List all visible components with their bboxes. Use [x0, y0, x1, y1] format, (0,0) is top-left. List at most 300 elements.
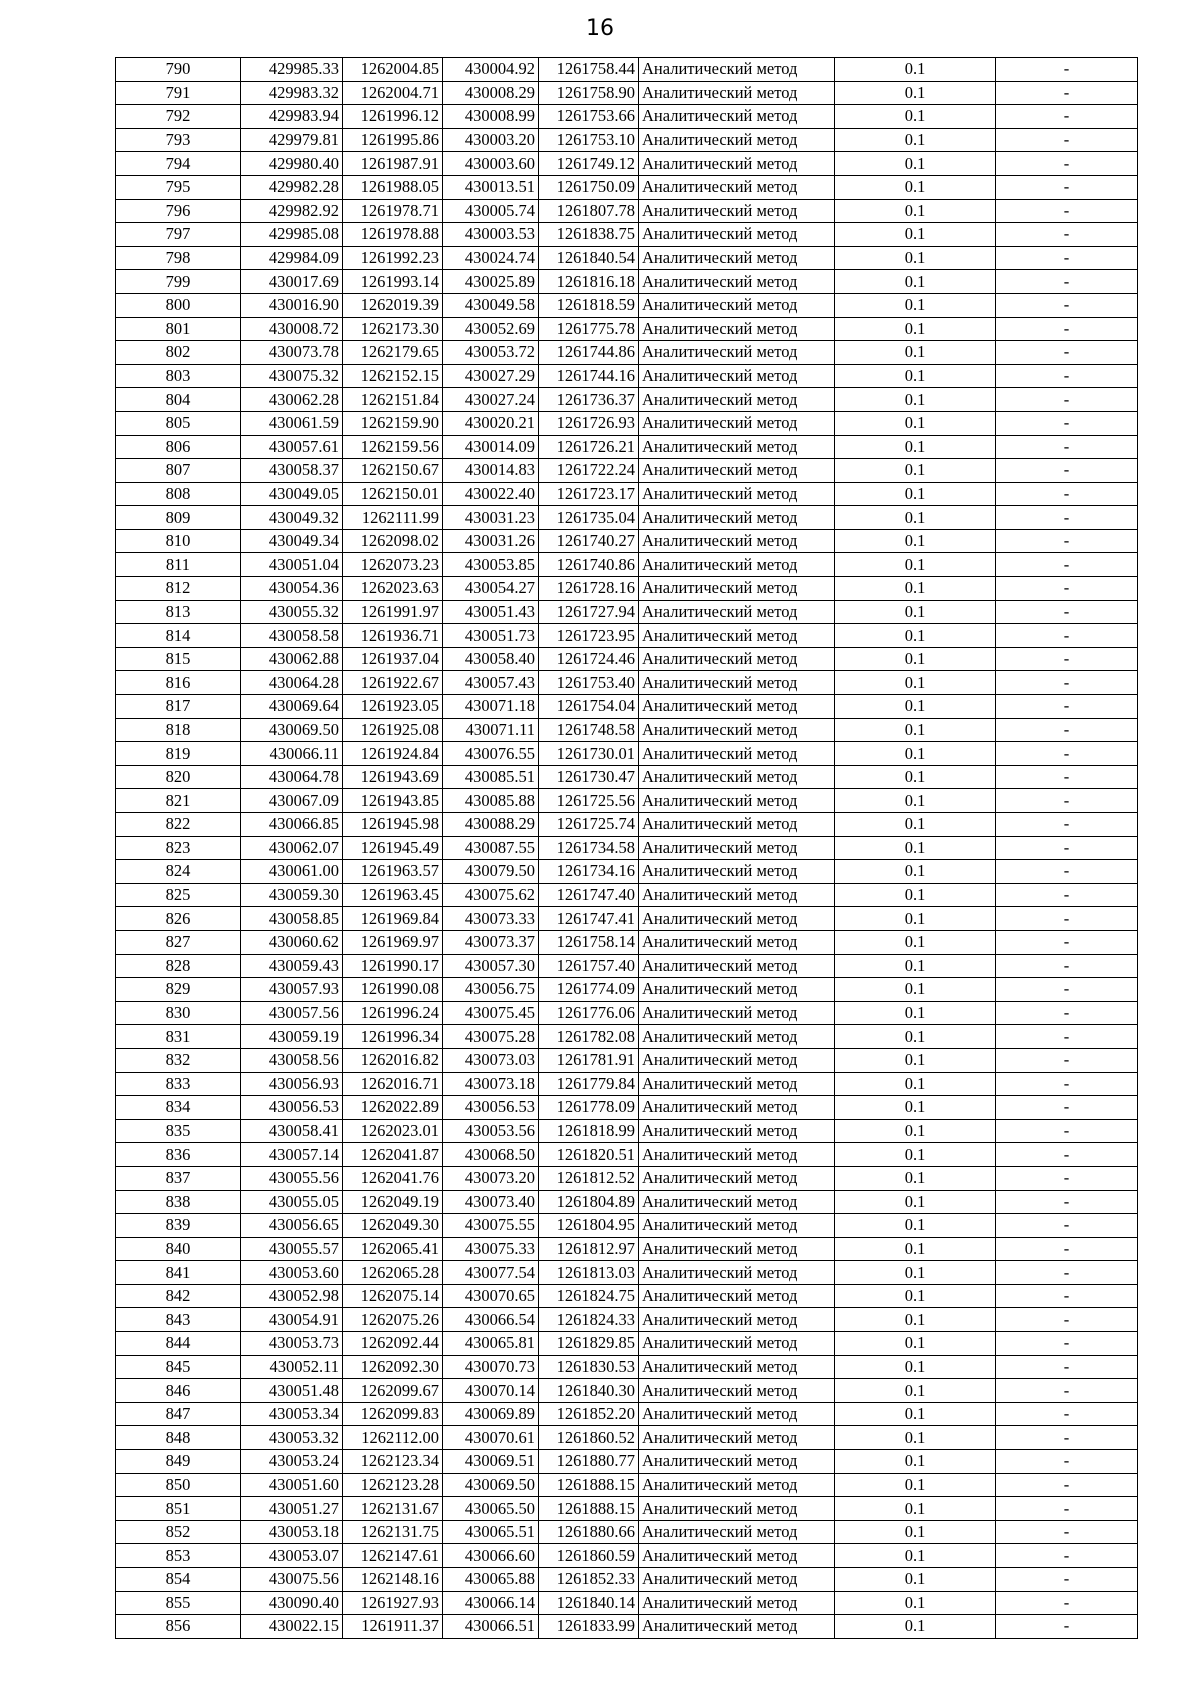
note-cell: - [996, 930, 1138, 954]
y2-cell: 1261730.47 [539, 765, 639, 789]
x2-cell: 430025.89 [443, 270, 539, 294]
method-cell: Аналитический метод [639, 1001, 835, 1025]
x2-cell: 430065.51 [443, 1520, 539, 1544]
y2-cell: 1261734.58 [539, 836, 639, 860]
x1-cell: 430060.62 [241, 930, 343, 954]
x2-cell: 430076.55 [443, 742, 539, 766]
method-cell: Аналитический метод [639, 364, 835, 388]
note-cell: - [996, 1190, 1138, 1214]
table-row [116, 671, 1138, 695]
table-row [116, 647, 1138, 671]
point-number: 828 [116, 954, 241, 978]
note-cell: - [996, 789, 1138, 813]
x2-cell: 430070.73 [443, 1355, 539, 1379]
y2-cell: 1261818.59 [539, 293, 639, 317]
method-cell: Аналитический метод [639, 718, 835, 742]
accuracy-cell: 0.1 [835, 293, 996, 317]
accuracy-cell: 0.1 [835, 883, 996, 907]
accuracy-cell: 0.1 [835, 128, 996, 152]
y2-cell: 1261753.40 [539, 671, 639, 695]
method-cell: Аналитический метод [639, 1025, 835, 1049]
y2-cell: 1261749.12 [539, 152, 639, 176]
point-number: 852 [116, 1520, 241, 1544]
x1-cell: 430053.60 [241, 1261, 343, 1285]
y1-cell: 1262123.34 [343, 1450, 443, 1474]
y2-cell: 1261818.99 [539, 1119, 639, 1143]
point-number: 841 [116, 1261, 241, 1285]
note-cell: - [996, 1096, 1138, 1120]
y1-cell: 1262065.28 [343, 1261, 443, 1285]
x2-cell: 430031.26 [443, 529, 539, 553]
y1-cell: 1262065.41 [343, 1237, 443, 1261]
x1-cell: 430049.32 [241, 506, 343, 530]
x2-cell: 430077.54 [443, 1261, 539, 1285]
x1-cell: 429985.08 [241, 223, 343, 247]
table-row [116, 388, 1138, 412]
note-cell: - [996, 1284, 1138, 1308]
y2-cell: 1261722.24 [539, 459, 639, 483]
method-cell: Аналитический метод [639, 1615, 835, 1639]
note-cell: - [996, 1520, 1138, 1544]
x1-cell: 429982.28 [241, 175, 343, 199]
table-row [116, 293, 1138, 317]
x2-cell: 430073.33 [443, 907, 539, 931]
y2-cell: 1261750.09 [539, 175, 639, 199]
y1-cell: 1261963.57 [343, 860, 443, 884]
note-cell: - [996, 1450, 1138, 1474]
x1-cell: 430059.19 [241, 1025, 343, 1049]
note-cell: - [996, 105, 1138, 129]
method-cell: Аналитический метод [639, 695, 835, 719]
method-cell: Аналитический метод [639, 647, 835, 671]
method-cell: Аналитический метод [639, 1591, 835, 1615]
accuracy-cell: 0.1 [835, 1119, 996, 1143]
accuracy-cell: 0.1 [835, 1214, 996, 1238]
y1-cell: 1261922.67 [343, 671, 443, 695]
method-cell: Аналитический метод [639, 836, 835, 860]
y1-cell: 1261996.34 [343, 1025, 443, 1049]
y1-cell: 1261987.91 [343, 152, 443, 176]
x1-cell: 430066.11 [241, 742, 343, 766]
accuracy-cell: 0.1 [835, 1096, 996, 1120]
y2-cell: 1261829.85 [539, 1332, 639, 1356]
method-cell: Аналитический метод [639, 293, 835, 317]
y1-cell: 1261963.45 [343, 883, 443, 907]
y1-cell: 1262099.67 [343, 1379, 443, 1403]
y1-cell: 1262022.89 [343, 1096, 443, 1120]
note-cell: - [996, 199, 1138, 223]
table-row [116, 175, 1138, 199]
note-cell: - [996, 1048, 1138, 1072]
y2-cell: 1261740.27 [539, 529, 639, 553]
y1-cell: 1262041.76 [343, 1166, 443, 1190]
note-cell: - [996, 1166, 1138, 1190]
point-number: 790 [116, 58, 241, 82]
accuracy-cell: 0.1 [835, 978, 996, 1002]
note-cell: - [996, 1591, 1138, 1615]
table-row [116, 364, 1138, 388]
accuracy-cell: 0.1 [835, 152, 996, 176]
table-body [116, 58, 1138, 1639]
point-number: 813 [116, 600, 241, 624]
table-row [116, 978, 1138, 1002]
note-cell: - [996, 175, 1138, 199]
table-row [116, 58, 1138, 82]
note-cell: - [996, 978, 1138, 1002]
accuracy-cell: 0.1 [835, 1591, 996, 1615]
y1-cell: 1261990.08 [343, 978, 443, 1002]
y2-cell: 1261830.53 [539, 1355, 639, 1379]
y2-cell: 1261747.40 [539, 883, 639, 907]
y1-cell: 1261924.84 [343, 742, 443, 766]
y2-cell: 1261725.56 [539, 789, 639, 813]
accuracy-cell: 0.1 [835, 1544, 996, 1568]
point-number: 807 [116, 459, 241, 483]
y1-cell: 1261996.12 [343, 105, 443, 129]
x1-cell: 430055.32 [241, 600, 343, 624]
y1-cell: 1262111.99 [343, 506, 443, 530]
y2-cell: 1261740.86 [539, 553, 639, 577]
point-number: 795 [116, 175, 241, 199]
x1-cell: 430053.34 [241, 1402, 343, 1426]
note-cell: - [996, 1072, 1138, 1096]
x2-cell: 430085.88 [443, 789, 539, 813]
x1-cell: 429984.09 [241, 246, 343, 270]
point-number: 831 [116, 1025, 241, 1049]
y1-cell: 1262075.26 [343, 1308, 443, 1332]
y2-cell: 1261775.78 [539, 317, 639, 341]
x2-cell: 430085.51 [443, 765, 539, 789]
y2-cell: 1261747.41 [539, 907, 639, 931]
x1-cell: 430057.61 [241, 435, 343, 459]
y1-cell: 1262019.39 [343, 293, 443, 317]
accuracy-cell: 0.1 [835, 1308, 996, 1332]
table-row [116, 930, 1138, 954]
y2-cell: 1261888.15 [539, 1473, 639, 1497]
point-number: 798 [116, 246, 241, 270]
x2-cell: 430079.50 [443, 860, 539, 884]
y2-cell: 1261753.10 [539, 128, 639, 152]
x1-cell: 429983.94 [241, 105, 343, 129]
y1-cell: 1262049.30 [343, 1214, 443, 1238]
accuracy-cell: 0.1 [835, 647, 996, 671]
point-number: 836 [116, 1143, 241, 1167]
note-cell: - [996, 1237, 1138, 1261]
method-cell: Аналитический метод [639, 81, 835, 105]
x2-cell: 430054.27 [443, 577, 539, 601]
y2-cell: 1261735.04 [539, 506, 639, 530]
x2-cell: 430075.62 [443, 883, 539, 907]
y1-cell: 1262123.28 [343, 1473, 443, 1497]
accuracy-cell: 0.1 [835, 1355, 996, 1379]
y2-cell: 1261781.91 [539, 1048, 639, 1072]
x2-cell: 430065.50 [443, 1497, 539, 1521]
y2-cell: 1261724.46 [539, 647, 639, 671]
table-row [116, 1473, 1138, 1497]
x1-cell: 430064.28 [241, 671, 343, 695]
method-cell: Аналитический метод [639, 954, 835, 978]
method-cell: Аналитический метод [639, 1190, 835, 1214]
x2-cell: 430056.53 [443, 1096, 539, 1120]
note-cell: - [996, 695, 1138, 719]
accuracy-cell: 0.1 [835, 718, 996, 742]
accuracy-cell: 0.1 [835, 1237, 996, 1261]
point-number: 842 [116, 1284, 241, 1308]
y2-cell: 1261776.06 [539, 1001, 639, 1025]
x2-cell: 430073.40 [443, 1190, 539, 1214]
point-number: 824 [116, 860, 241, 884]
y2-cell: 1261880.66 [539, 1520, 639, 1544]
method-cell: Аналитический метод [639, 482, 835, 506]
accuracy-cell: 0.1 [835, 671, 996, 695]
note-cell: - [996, 553, 1138, 577]
x2-cell: 430027.24 [443, 388, 539, 412]
table-row [116, 1143, 1138, 1167]
x1-cell: 430062.88 [241, 647, 343, 671]
table-row [116, 1048, 1138, 1072]
x2-cell: 430005.74 [443, 199, 539, 223]
accuracy-cell: 0.1 [835, 223, 996, 247]
accuracy-cell: 0.1 [835, 506, 996, 530]
y2-cell: 1261758.90 [539, 81, 639, 105]
y2-cell: 1261779.84 [539, 1072, 639, 1096]
point-number: 827 [116, 930, 241, 954]
method-cell: Аналитический метод [639, 1332, 835, 1356]
y2-cell: 1261860.59 [539, 1544, 639, 1568]
accuracy-cell: 0.1 [835, 105, 996, 129]
method-cell: Аналитический метод [639, 317, 835, 341]
point-number: 829 [116, 978, 241, 1002]
x2-cell: 430014.09 [443, 435, 539, 459]
y1-cell: 1261969.84 [343, 907, 443, 931]
x2-cell: 430014.83 [443, 459, 539, 483]
x1-cell: 430057.93 [241, 978, 343, 1002]
point-number: 849 [116, 1450, 241, 1474]
method-cell: Аналитический метод [639, 246, 835, 270]
x1-cell: 430051.48 [241, 1379, 343, 1403]
x1-cell: 430062.28 [241, 388, 343, 412]
method-cell: Аналитический метод [639, 459, 835, 483]
note-cell: - [996, 860, 1138, 884]
y2-cell: 1261812.97 [539, 1237, 639, 1261]
x2-cell: 430075.45 [443, 1001, 539, 1025]
x2-cell: 430013.51 [443, 175, 539, 199]
method-cell: Аналитический метод [639, 1166, 835, 1190]
accuracy-cell: 0.1 [835, 482, 996, 506]
x2-cell: 430057.30 [443, 954, 539, 978]
point-number: 845 [116, 1355, 241, 1379]
note-cell: - [996, 718, 1138, 742]
x1-cell: 430022.15 [241, 1615, 343, 1639]
accuracy-cell: 0.1 [835, 789, 996, 813]
y2-cell: 1261723.95 [539, 624, 639, 648]
table-row [116, 105, 1138, 129]
y1-cell: 1261945.49 [343, 836, 443, 860]
point-number: 838 [116, 1190, 241, 1214]
y1-cell: 1262159.56 [343, 435, 443, 459]
x1-cell: 430058.85 [241, 907, 343, 931]
y2-cell: 1261880.77 [539, 1450, 639, 1474]
note-cell: - [996, 954, 1138, 978]
method-cell: Аналитический метод [639, 930, 835, 954]
note-cell: - [996, 293, 1138, 317]
accuracy-cell: 0.1 [835, 175, 996, 199]
x2-cell: 430068.50 [443, 1143, 539, 1167]
table-row [116, 435, 1138, 459]
table-row [116, 1402, 1138, 1426]
x2-cell: 430058.40 [443, 647, 539, 671]
x2-cell: 430070.65 [443, 1284, 539, 1308]
point-number: 818 [116, 718, 241, 742]
point-number: 832 [116, 1048, 241, 1072]
method-cell: Аналитический метод [639, 388, 835, 412]
y1-cell: 1261923.05 [343, 695, 443, 719]
accuracy-cell: 0.1 [835, 1072, 996, 1096]
point-number: 833 [116, 1072, 241, 1096]
note-cell: - [996, 270, 1138, 294]
accuracy-cell: 0.1 [835, 1284, 996, 1308]
method-cell: Аналитический метод [639, 223, 835, 247]
point-number: 844 [116, 1332, 241, 1356]
table-row [116, 411, 1138, 435]
point-number: 806 [116, 435, 241, 459]
table-row [116, 883, 1138, 907]
x1-cell: 430062.07 [241, 836, 343, 860]
x2-cell: 430003.53 [443, 223, 539, 247]
table-row [116, 1497, 1138, 1521]
x1-cell: 430053.07 [241, 1544, 343, 1568]
note-cell: - [996, 1426, 1138, 1450]
table-row [116, 1332, 1138, 1356]
point-number: 843 [116, 1308, 241, 1332]
point-number: 850 [116, 1473, 241, 1497]
table-row [116, 789, 1138, 813]
table-row [116, 1308, 1138, 1332]
note-cell: - [996, 1473, 1138, 1497]
point-number: 855 [116, 1591, 241, 1615]
y2-cell: 1261754.04 [539, 695, 639, 719]
point-number: 821 [116, 789, 241, 813]
point-number: 853 [116, 1544, 241, 1568]
table-row [116, 482, 1138, 506]
note-cell: - [996, 1308, 1138, 1332]
note-cell: - [996, 765, 1138, 789]
table-row [116, 1261, 1138, 1285]
x1-cell: 430057.56 [241, 1001, 343, 1025]
y2-cell: 1261840.30 [539, 1379, 639, 1403]
y1-cell: 1261992.23 [343, 246, 443, 270]
method-cell: Аналитический метод [639, 1355, 835, 1379]
table-row [116, 1284, 1138, 1308]
y1-cell: 1261936.71 [343, 624, 443, 648]
x1-cell: 430053.32 [241, 1426, 343, 1450]
y1-cell: 1262152.15 [343, 364, 443, 388]
table-row [116, 765, 1138, 789]
method-cell: Аналитический метод [639, 553, 835, 577]
y1-cell: 1262131.75 [343, 1520, 443, 1544]
x2-cell: 430052.69 [443, 317, 539, 341]
point-number: 817 [116, 695, 241, 719]
x1-cell: 430075.32 [241, 364, 343, 388]
x1-cell: 430049.34 [241, 529, 343, 553]
y2-cell: 1261804.89 [539, 1190, 639, 1214]
point-number: 837 [116, 1166, 241, 1190]
y2-cell: 1261833.99 [539, 1615, 639, 1639]
point-number: 825 [116, 883, 241, 907]
method-cell: Аналитический метод [639, 671, 835, 695]
x1-cell: 430059.43 [241, 954, 343, 978]
point-number: 826 [116, 907, 241, 931]
y2-cell: 1261840.54 [539, 246, 639, 270]
x1-cell: 430069.64 [241, 695, 343, 719]
accuracy-cell: 0.1 [835, 58, 996, 82]
method-cell: Аналитический метод [639, 742, 835, 766]
x1-cell: 430073.78 [241, 341, 343, 365]
accuracy-cell: 0.1 [835, 1001, 996, 1025]
y1-cell: 1261925.08 [343, 718, 443, 742]
x2-cell: 430070.14 [443, 1379, 539, 1403]
point-number: 809 [116, 506, 241, 530]
y1-cell: 1262159.90 [343, 411, 443, 435]
y1-cell: 1261988.05 [343, 175, 443, 199]
table-row [116, 624, 1138, 648]
y1-cell: 1261993.14 [343, 270, 443, 294]
y1-cell: 1262004.71 [343, 81, 443, 105]
accuracy-cell: 0.1 [835, 954, 996, 978]
x1-cell: 430058.56 [241, 1048, 343, 1072]
y1-cell: 1262092.44 [343, 1332, 443, 1356]
note-cell: - [996, 907, 1138, 931]
x2-cell: 430065.81 [443, 1332, 539, 1356]
accuracy-cell: 0.1 [835, 364, 996, 388]
accuracy-cell: 0.1 [835, 1332, 996, 1356]
y2-cell: 1261744.16 [539, 364, 639, 388]
table-row [116, 317, 1138, 341]
point-number: 791 [116, 81, 241, 105]
method-cell: Аналитический метод [639, 1237, 835, 1261]
method-cell: Аналитический метод [639, 1048, 835, 1072]
method-cell: Аналитический метод [639, 813, 835, 837]
point-number: 840 [116, 1237, 241, 1261]
x1-cell: 430051.04 [241, 553, 343, 577]
accuracy-cell: 0.1 [835, 742, 996, 766]
accuracy-cell: 0.1 [835, 1048, 996, 1072]
y2-cell: 1261807.78 [539, 199, 639, 223]
table-row [116, 506, 1138, 530]
method-cell: Аналитический метод [639, 883, 835, 907]
table-row [116, 246, 1138, 270]
y1-cell: 1261990.17 [343, 954, 443, 978]
note-cell: - [996, 742, 1138, 766]
y1-cell: 1262073.23 [343, 553, 443, 577]
accuracy-cell: 0.1 [835, 907, 996, 931]
note-cell: - [996, 81, 1138, 105]
x1-cell: 430056.53 [241, 1096, 343, 1120]
method-cell: Аналитический метод [639, 506, 835, 530]
x1-cell: 430061.59 [241, 411, 343, 435]
table-row [116, 577, 1138, 601]
table-row [116, 1025, 1138, 1049]
point-number: 823 [116, 836, 241, 860]
table-row [116, 907, 1138, 931]
table-row [116, 459, 1138, 483]
y1-cell: 1262173.30 [343, 317, 443, 341]
accuracy-cell: 0.1 [835, 1568, 996, 1592]
method-cell: Аналитический метод [639, 1308, 835, 1332]
method-cell: Аналитический метод [639, 1096, 835, 1120]
method-cell: Аналитический метод [639, 529, 835, 553]
x2-cell: 430051.73 [443, 624, 539, 648]
